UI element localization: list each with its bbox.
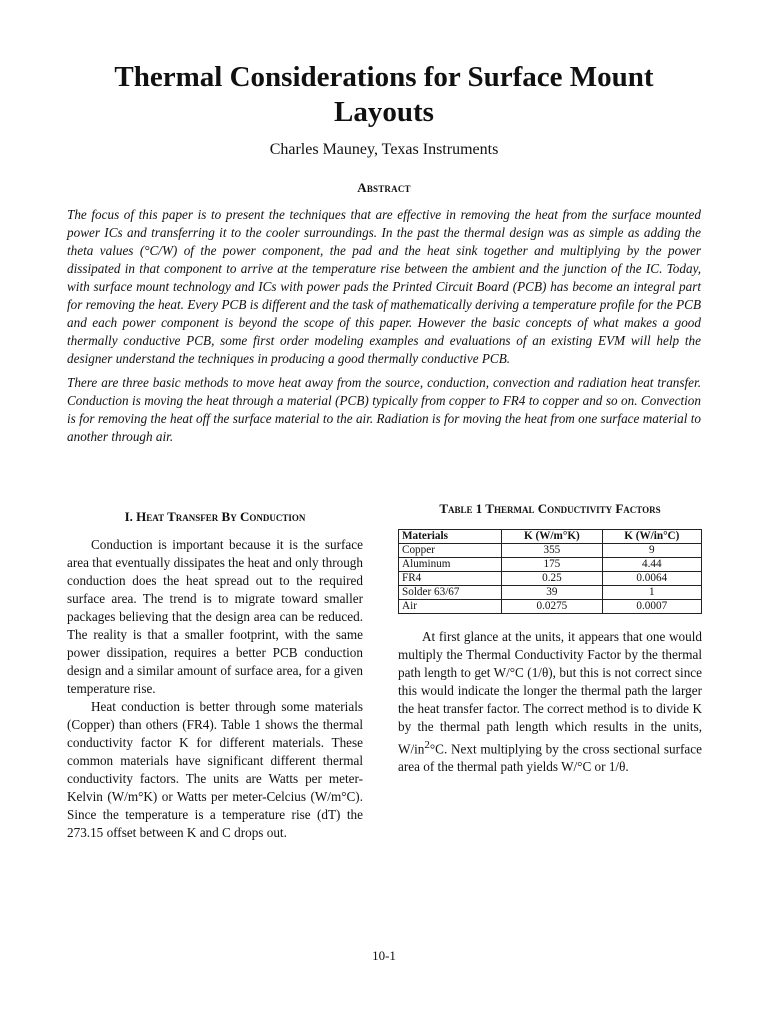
table-row bbox=[399, 600, 702, 614]
right-column bbox=[398, 500, 702, 776]
table-cell: 4.44 bbox=[602, 558, 701, 572]
section-heading: I. Heat Transfer By Conduction bbox=[124, 509, 306, 524]
abstract-heading: Abstract bbox=[357, 180, 411, 195]
author-line: Charles Mauney, Texas Instruments bbox=[269, 141, 499, 158]
table-cell: Air bbox=[399, 600, 502, 614]
table-cell: Aluminum bbox=[399, 558, 502, 572]
table-cell: 0.0275 bbox=[502, 600, 602, 614]
superscript: 2 bbox=[424, 739, 430, 751]
paper-title: Thermal Considerations for Surface Mount Layouts bbox=[114, 61, 654, 128]
table-cell: 1 bbox=[602, 586, 701, 600]
text-run: At first glance at the units, it appears that one would multiply the Thermal Conductivity Factor by the thermal path length to get W/°C (1/θ), but this is not correct since this would indicate the longer the thermal path the larger the heat transfer factor. The correct method is to divide K by the thermal path length which results in the units, W/in bbox=[398, 629, 702, 757]
table-cell: 0.25 bbox=[502, 572, 602, 586]
table-cell: 355 bbox=[502, 544, 602, 558]
table-cell: 0.0007 bbox=[602, 600, 701, 614]
table-cell: 39 bbox=[502, 586, 602, 600]
table-cell: Solder 63/67 bbox=[399, 586, 502, 600]
table-header-cell: K (W/m°K) bbox=[502, 530, 602, 544]
table-cell: 0.0064 bbox=[602, 572, 701, 586]
abstract-paragraph: The focus of this paper is to present the techniques that are effective in removing the heat from the surface mounted power ICs and transferring it to the cooler surroundings. In the past the thermal design was as simple as adding the theta values (°C/W) of the power component, the pad and the heat sink together and multiplying by the power dissipated in that component to arrive at the temperature rise between the ambient and the junction of the IC. Today, with surface mount technology and ICs with power pads the Printed Circuit Board (PCB) has become an integral part for removing the heat. Every PCB is different and the task of mathematically deriving a temperature profile for the PCB and each power component is beyond the scope of this paper. However the basic concepts of what makes a good thermally conductive PCB, some first order modeling examples and evaluations of an existing EVM will help the designer understand the techniques in producing a good thermally conductive PCB. bbox=[67, 207, 701, 366]
table-row bbox=[399, 558, 702, 572]
table-cell: 9 bbox=[602, 544, 701, 558]
table-header-cell: Materials bbox=[399, 530, 502, 544]
abstract-text bbox=[67, 206, 701, 452]
table-title: Table 1 Thermal Conductivity Factors bbox=[439, 501, 661, 516]
body-paragraph bbox=[398, 628, 702, 776]
table-cell: FR4 bbox=[399, 572, 502, 586]
abstract-paragraph: There are three basic methods to move heat away from the source, conduction, convection and radiation heat transfer. Conduction is moving the heat through a material (PCB) typically from copper to FR4 to copper and so on. Convection is for removing the heat off the surface material to the air. Radiation is for moving the heat from one surface material to another through air. bbox=[67, 375, 701, 444]
thermal-conductivity-table bbox=[398, 529, 702, 614]
table-row bbox=[399, 572, 702, 586]
text-run: °C. Next multiplying by the cross sectional surface area of the thermal path yields W/°C or 1/θ. bbox=[398, 741, 702, 775]
body-paragraph: Heat conduction is better through some materials (Copper) than others (FR4). Table 1 shows the thermal conductivity factor K for different materials. These common materials have significant different thermal conductivity factors. The units are Watts per meter-Kelvin (W/m°K) or Watts per meter-Celcius (W/m°C). Since the temperature is a temperature rise (dT) the 273.15 offset between K and C drops out. bbox=[67, 699, 363, 840]
page-number: 10-1 bbox=[372, 948, 396, 963]
table-row bbox=[399, 544, 702, 558]
table-cell: 175 bbox=[502, 558, 602, 572]
body-paragraph: Conduction is important because it is the surface area that eventually dissipates the heat and only through conduction does the heat spread out to the required surface area. The trend is to migrate toward smaller packages believing that the design area can be reduced. The reality is that a smaller footprint, with the same power dissipation, requires a better PCB conduction design and a similar amount of surface area, for a given temperature rise. bbox=[67, 537, 363, 696]
table-header-row bbox=[399, 530, 702, 544]
table-cell: Copper bbox=[399, 544, 502, 558]
left-column bbox=[67, 508, 363, 842]
table-row bbox=[399, 586, 702, 600]
table-header-cell: K (W/in°C) bbox=[602, 530, 701, 544]
